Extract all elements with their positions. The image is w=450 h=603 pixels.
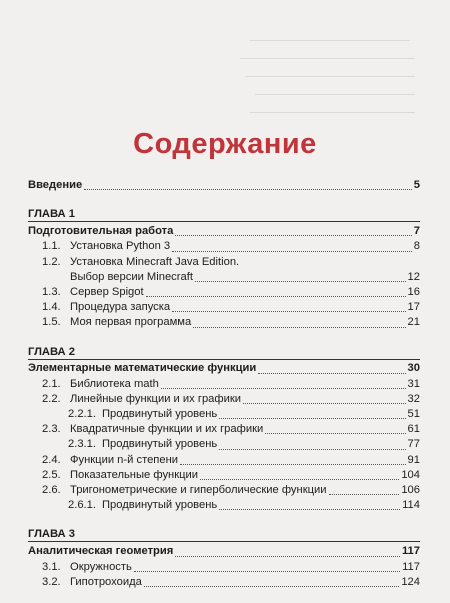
toc-entry-page: 114	[402, 499, 420, 512]
toc-entry-text: Моя первая программа	[70, 316, 192, 329]
leader-dots	[195, 280, 406, 282]
chapter-1-title[interactable]	[28, 224, 420, 239]
toc-entry-number: 2.3.1.	[68, 438, 96, 451]
toc-entry-page: 91	[407, 453, 420, 466]
toc-entry-label	[42, 239, 170, 254]
toc-entry[interactable]	[28, 498, 420, 513]
chapter-2-title[interactable]	[28, 362, 420, 377]
toc-entry-text: Тригонометрические и гиперболические функции	[70, 483, 327, 496]
toc-entry-label	[42, 453, 178, 468]
toc-entry-page: 117	[402, 560, 420, 573]
toc-entry-label	[42, 270, 193, 285]
toc-entry-page: 12	[407, 270, 420, 283]
leader-dots	[175, 555, 400, 557]
toc-entry[interactable]	[28, 315, 420, 330]
toc-entry-text: Продвинутый уровень	[102, 499, 218, 512]
leader-dots	[84, 188, 412, 190]
chapter-1-heading: ГЛАВА 1	[28, 207, 420, 222]
toc-entry-text: Продвинутый уровень	[102, 438, 218, 451]
toc-entry-page: 61	[407, 423, 420, 436]
toc-entry-number: 1.1.	[42, 240, 61, 253]
toc-entry[interactable]	[28, 377, 420, 392]
toc-entry-text: Линейные функции и их графики	[70, 392, 241, 405]
toc-entry-text: Библиотека math	[70, 377, 159, 390]
toc-entry-label	[68, 498, 217, 513]
toc-entry[interactable]	[28, 392, 420, 407]
chapter-2-heading: ГЛАВА 2	[28, 345, 420, 360]
toc-entry[interactable]	[28, 300, 420, 315]
toc-entry[interactable]	[28, 407, 420, 422]
toc-entry-number: 2.6.	[42, 483, 61, 496]
chapter-title-page: 117	[401, 545, 420, 558]
toc-entry-number: 2.2.	[42, 392, 61, 405]
chapter-3-heading: ГЛАВА 3	[28, 527, 420, 542]
toc-entry[interactable]	[28, 239, 420, 254]
toc-entry-number: 1.4.	[42, 301, 61, 314]
toc-entry[interactable]	[28, 255, 420, 270]
toc-entry-text: Показательные функции	[70, 468, 199, 481]
toc-intro[interactable]	[28, 178, 420, 193]
leader-dots	[219, 508, 400, 510]
toc-entry[interactable]	[28, 453, 420, 468]
toc-entry-page: 21	[407, 316, 420, 329]
toc-entry-text: Установка Python 3	[70, 240, 171, 253]
chapter-title-label: Подготовительная работа	[28, 225, 174, 238]
toc-entry-label	[42, 255, 239, 270]
toc-entry-label	[42, 392, 241, 407]
chapter-title-label: Элементарные математические функции	[28, 362, 257, 375]
leader-dots	[219, 448, 405, 450]
toc-entry-text: Функции n-й степени	[70, 453, 179, 466]
toc-entry-page: 124	[401, 575, 420, 588]
leader-dots	[172, 250, 412, 252]
toc-entry-text: Квадратичные функции и их графики	[70, 423, 264, 436]
toc-entry-label	[42, 285, 144, 300]
toc-entry-text: Сервер Spigot	[70, 285, 144, 298]
toc-entry-text: Продвинутый уровень	[102, 408, 218, 421]
toc-entry-page: 31	[407, 377, 420, 390]
toc-entry-label	[42, 422, 263, 437]
leader-dots	[219, 417, 405, 419]
toc-entry-page: 32	[407, 392, 420, 405]
toc-entry-label	[42, 483, 327, 498]
chapter-title-page: 7	[413, 225, 420, 238]
toc-entry-text: Установка Minecraft Java Edition.	[70, 255, 240, 268]
toc-entry-number: 2.1.	[42, 377, 61, 390]
toc-entry[interactable]	[28, 560, 420, 575]
toc-entry-label	[42, 560, 132, 575]
toc-entry[interactable]	[28, 437, 420, 452]
toc-entry-label	[42, 300, 170, 315]
toc-entry-page: 106	[401, 483, 420, 496]
leader-dots	[180, 463, 406, 465]
toc-entry-number: 3.2.	[42, 575, 61, 588]
toc-entry[interactable]	[28, 285, 420, 300]
chapter-title-label: Аналитическая геометрия	[28, 545, 174, 558]
toc-entry-label	[42, 468, 198, 483]
toc-intro-page: 5	[413, 178, 420, 191]
toc-entry-page: 51	[407, 408, 420, 421]
toc-entry-page: 17	[407, 301, 420, 314]
leader-dots	[172, 310, 405, 312]
toc-entry-page: 77	[407, 438, 420, 451]
leader-dots	[146, 295, 406, 297]
toc-entry-page: 16	[407, 285, 420, 298]
leader-dots	[265, 432, 405, 434]
page-title: Содержание	[133, 128, 317, 160]
table-of-contents	[28, 178, 420, 590]
toc-entry[interactable]	[28, 270, 420, 285]
toc-entry-number: 2.2.1.	[68, 408, 96, 421]
toc-entry-number: 2.3.	[42, 423, 61, 436]
leader-dots	[200, 478, 399, 480]
toc-entry-label	[68, 407, 217, 422]
toc-entry-number: 1.3.	[42, 285, 61, 298]
leader-dots	[161, 387, 406, 389]
chapter-title-page: 30	[407, 362, 420, 375]
toc-entry-label	[42, 377, 159, 392]
chapter-3-title[interactable]	[28, 544, 420, 559]
leader-dots	[175, 234, 411, 236]
toc-entry[interactable]	[28, 575, 420, 590]
toc-entry[interactable]	[28, 468, 420, 483]
leader-dots	[243, 402, 406, 404]
toc-entry-number: 2.6.1.	[68, 499, 96, 512]
toc-entry-text: Процедура запуска	[70, 301, 171, 314]
toc-entry-number: 2.4.	[42, 453, 61, 466]
toc-entry-page: 8	[413, 240, 420, 253]
toc-entry-text: Гипотрохоида	[70, 575, 142, 588]
toc-entry-page: 104	[401, 468, 420, 481]
leader-dots	[134, 570, 400, 572]
toc-entry-number: 3.1.	[42, 560, 61, 573]
leader-dots	[258, 372, 405, 374]
toc-entry-number: 2.5.	[42, 468, 61, 481]
toc-entry-label	[42, 575, 142, 590]
toc-entry-label	[42, 315, 191, 330]
leader-dots	[193, 326, 405, 328]
toc-entry-text: Выбор версии Minecraft	[70, 270, 193, 283]
toc-entry[interactable]	[28, 422, 420, 437]
leader-dots	[329, 493, 400, 495]
toc-entry-label	[68, 437, 217, 452]
toc-entry[interactable]	[28, 483, 420, 498]
toc-entry-number: 1.2.	[42, 255, 61, 268]
toc-intro-label: Введение	[28, 178, 83, 191]
toc-entry-text: Окружность	[70, 560, 132, 573]
toc-entry-number: 1.5.	[42, 316, 61, 329]
leader-dots	[144, 585, 399, 587]
